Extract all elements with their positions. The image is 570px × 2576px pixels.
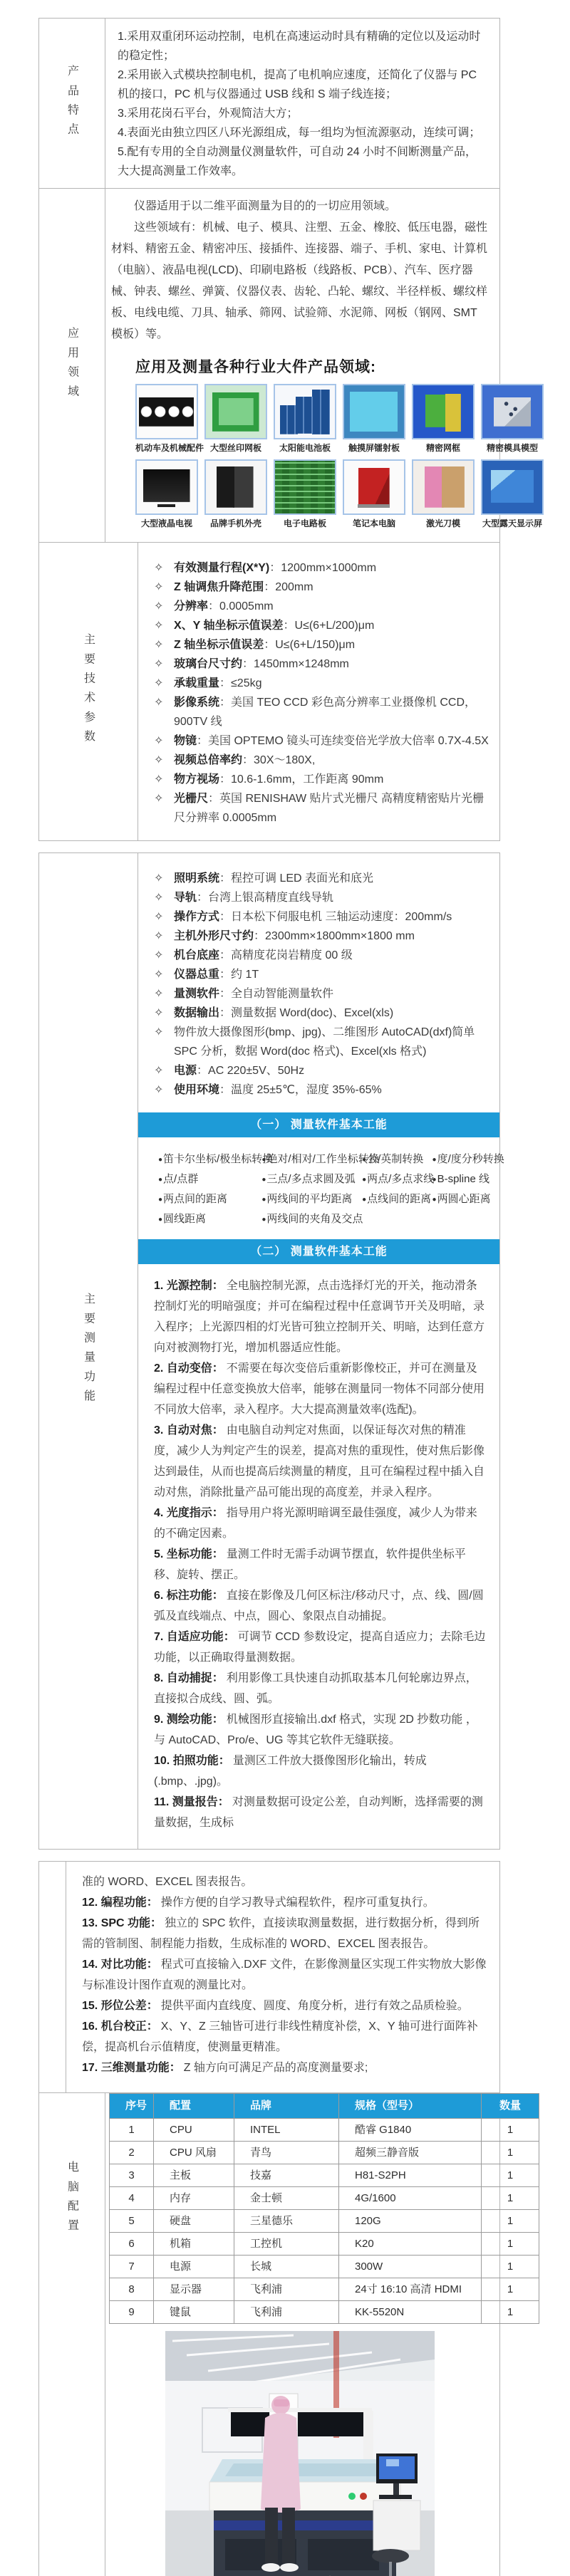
table-row <box>110 2119 539 2142</box>
config-no: 7 <box>110 2256 154 2278</box>
function-item <box>82 2016 488 2058</box>
product-image <box>412 384 475 439</box>
tech-param-key: 物方视场 <box>174 773 220 786</box>
tech-param-item <box>138 731 489 751</box>
tech-param-key: Z 轴坐标示值误差 <box>174 639 264 651</box>
config-qty: 1 <box>482 2233 539 2256</box>
tech-param-value: ：≤25kg <box>219 677 262 689</box>
computer-content <box>105 2093 521 2576</box>
config-table-header <box>110 2094 539 2119</box>
gallery-item <box>343 384 405 457</box>
tech-param-item <box>138 616 489 635</box>
function-item <box>154 1358 488 1420</box>
software-basic-item: ● 绝对/相对/工作坐标转换 <box>261 1150 362 1169</box>
config-spec: 4G/1600 <box>339 2187 482 2210</box>
function-item-title: 7. 自适应功能： <box>154 1631 235 1643</box>
tech-param-item <box>138 635 489 655</box>
software-basic-item: ● 圆线距离 <box>158 1210 261 1229</box>
software-basic-item: ● 公/英制转换 <box>362 1150 432 1169</box>
config-no: 1 <box>110 2119 154 2142</box>
function-item-text: 提供平面内直线度、圆度、角度分析，进行有效之品质检验。 <box>160 2000 469 2012</box>
gallery-item <box>412 459 475 532</box>
tech-param-value: ：测量数据 Word(doc)、Excel(xls) <box>219 1007 394 1019</box>
config-no: 4 <box>110 2187 154 2210</box>
tech-param-key: 使用环境 <box>174 1084 220 1096</box>
functions-label-cell <box>39 853 138 1849</box>
applications-paragraph-1: 仪器适用于以二维平面测量为目的的一切应用领域。 <box>134 200 397 212</box>
function-item-title: 16. 机台校正： <box>82 2020 158 2033</box>
function-item <box>154 1585 488 1627</box>
config-brand: 飞利浦 <box>234 2301 339 2324</box>
function-item-text: 量测工件时无需手动调节摆直，软件提供坐标平移、旋转、摆正。 <box>154 1548 466 1581</box>
tech-param-item <box>138 946 489 965</box>
config-brand: 工控机 <box>234 2233 339 2256</box>
config-brand: INTEL <box>234 2119 339 2142</box>
gallery-item <box>412 384 475 457</box>
tech-param-value: ：台湾上银高精度直线导轨 <box>197 892 334 904</box>
tech-params-list <box>138 543 499 840</box>
function-item-text: 指导用户将光源明暗调至最佳强度，减少人为带来的不确定因素。 <box>154 1507 477 1540</box>
function-item <box>154 1751 488 1792</box>
product-image-caption: 大型丝印网板 <box>209 443 261 453</box>
config-spec: K20 <box>339 2233 482 2256</box>
tech-param-key: 影像系统 <box>174 697 220 709</box>
function-item-text: 直接在影像及几何区标注/移动尺寸，点、线、圆/圆弧及直线端点、中点，圆心、象限点自动捕捉。 <box>154 1590 484 1622</box>
table-row <box>110 2278 539 2301</box>
config-brand: 三星德乐 <box>234 2210 339 2233</box>
applications-banner: 应用及测量各种行业大件产品领域: <box>135 359 376 375</box>
software-basic-item: ● 点线间的距离 <box>362 1190 432 1209</box>
tech-param-key: 有效测量行程(X*Y) <box>174 562 270 574</box>
tech-param-key: 光栅尺 <box>174 793 209 805</box>
software-basic-item: ● 两线间的平均距离 <box>261 1190 362 1209</box>
tech-param-item <box>138 789 489 828</box>
config-spec: H81-S2PH <box>339 2164 482 2187</box>
function-item-text: 独立的 SPC 软件，直接读取测量数据，进行数据分析，得到所需的管制图、制程能力指数，生成标准的 WORD、EXCEL 图表报告。 <box>82 1917 480 1950</box>
features-label-cell <box>39 19 105 188</box>
config-spec: 24寸 16:10 高清 HDMI <box>339 2278 482 2301</box>
gallery-item <box>204 384 267 457</box>
tech-params-continued <box>138 863 499 1112</box>
computer-label-cell <box>39 2093 105 2576</box>
block-gap <box>38 1850 500 1861</box>
tech-param-key: 玻璃台尺寸约 <box>174 658 243 670</box>
config-spec: 超频三静音版 <box>339 2142 482 2164</box>
gallery-item <box>274 459 336 532</box>
software-basic-item: ● 两线间的夹角及交点 <box>261 1210 362 1229</box>
function-item-title: 4. 光度指示： <box>154 1507 224 1519</box>
config-no: 5 <box>110 2210 154 2233</box>
function-item-text: 机械图形直接输出.dxf 格式，实现 2D 抄数功能 ，与 AutoCAD、Pro/e、UG 等其它软件无缝联接。 <box>154 1714 477 1746</box>
tech-param-value: ：U≤(6+L/200)μm <box>283 620 375 632</box>
tech-param-value: ：2300mm×1800mm×1800 mm <box>254 930 415 942</box>
spec-block-3 <box>38 1861 521 2576</box>
applications-label: 应用领域 <box>66 326 78 405</box>
function-item-text: 全电脑控制光源，点击选择灯光的开关，拖动滑条控制灯光的明暗强度；并可在编程过程中任意调节开关及明暗，录入程序；上光源四相的灯光皆可独立控制开关、明暗，达到任意方向对被测物打光，增加机器适应性能。 <box>154 1280 485 1354</box>
tech-param-value: ：美国 OPTEMO 镜头可连续变倍光学放大倍率 0.7X-4.5X <box>197 735 489 747</box>
section-tech-params <box>39 542 499 840</box>
function-item <box>154 1503 488 1544</box>
tech-param-item <box>138 1023 489 1061</box>
function-item-text: 操作方便的自学习教导式编程软件，程序可重复执行。 <box>160 1897 435 1909</box>
tech-param-item <box>138 674 489 693</box>
gallery-item <box>204 459 267 532</box>
tech-param-key: Z 轴调焦升降范围 <box>174 581 264 593</box>
config-qty: 1 <box>482 2119 539 2142</box>
table-row <box>110 2142 539 2164</box>
product-image-caption: 激光刀模 <box>425 518 460 528</box>
functions-continued-content <box>66 1862 499 2092</box>
tech-param-item <box>138 558 489 578</box>
config-item: 主板 <box>154 2164 234 2187</box>
tech-param-key: 物镜 <box>174 735 197 747</box>
product-image <box>343 459 405 515</box>
applications-label-cell <box>39 189 105 542</box>
config-header-cell: 配置 <box>154 2094 234 2119</box>
product-image-caption: 机动车及机械配件 <box>135 443 204 453</box>
config-item: 键鼠 <box>154 2301 234 2324</box>
function-item-title: 12. 编程功能： <box>82 1897 158 1909</box>
function-continuation: 准的 WORD、EXCEL 图表报告。 <box>82 1876 253 1888</box>
function-item <box>154 1276 488 1358</box>
config-header-cell: 品牌 <box>234 2094 339 2119</box>
function-item <box>82 1996 488 2016</box>
software-basic-item: ● 两圆心距离 <box>432 1190 492 1209</box>
feature-item: 2.采用嵌入式模块控制电机，提高了电机响应速度，还简化了仪器与 PC 机的接口，PC 机与仪器通过 USB 线和 S 端子线连接； <box>118 69 477 100</box>
tech-param-key: 电源 <box>174 1065 197 1077</box>
section-functions <box>39 853 504 1849</box>
computer-label: 电脑配置 <box>66 2161 78 2238</box>
function-item-title: 6. 标注功能： <box>154 1590 224 1602</box>
features-content <box>105 19 499 188</box>
config-qty: 1 <box>482 2142 539 2164</box>
config-item: 硬盘 <box>154 2210 234 2233</box>
table-row <box>110 2164 539 2187</box>
config-item: CPU 风扇 <box>154 2142 234 2164</box>
tech-param-value: ：1450mm×1248mm <box>242 658 349 670</box>
function-item-text: 量测区工件放大摄像图形化输出，转成(.bmp、.jpg)。 <box>154 1755 427 1788</box>
tech-param-value: ：英国 RENISHAW 贴片式光栅尺 高精度精密贴片光栅尺分辨率 0.0005mm <box>174 793 484 824</box>
function-item <box>82 1913 488 1954</box>
config-item: CPU <box>154 2119 234 2142</box>
config-item: 内存 <box>154 2187 234 2210</box>
tech-param-key: 导轨 <box>174 892 197 904</box>
software-basic-item: ● 度/度分秒转换 <box>432 1150 492 1169</box>
function-list <box>138 1264 499 1837</box>
product-image <box>412 459 475 515</box>
product-image-caption: 精密模具模型 <box>486 443 538 453</box>
tech-param-value: ：AC 220±5V、50Hz <box>197 1065 305 1077</box>
function-item-title: 1. 光源控制： <box>154 1280 224 1292</box>
features-label: 产品特点 <box>66 64 78 142</box>
function-item-title: 17. 三维测量功能： <box>82 2062 181 2074</box>
config-table-body <box>110 2119 539 2324</box>
function-item-title: 5. 坐标功能： <box>154 1548 224 1560</box>
spec-block-2 <box>38 852 504 1850</box>
computer-config-table <box>109 2093 539 2324</box>
function-item <box>82 1892 488 1913</box>
config-brand: 青鸟 <box>234 2142 339 2164</box>
feature-item: 1.采用双重闭环运动控制，电机在高速运动时具有精确的定位以及运动时的稳定性； <box>118 31 481 62</box>
config-spec: KK-5520N <box>339 2301 482 2324</box>
tech-params-label-cell <box>39 543 138 840</box>
product-image <box>481 384 544 439</box>
product-gallery-row-2 <box>135 459 542 532</box>
function-item <box>82 1954 488 1996</box>
tech-param-value: ：全自动智能测量软件 <box>219 988 334 1000</box>
software-basic-item: ● B-spline 线 <box>432 1170 492 1189</box>
gallery-item <box>274 384 336 457</box>
function-item-text: 利用影像工具快速自动抓取基本几何轮廓边界点，直接拟合成线、圆、弧。 <box>154 1672 477 1705</box>
gallery-item <box>135 459 198 532</box>
config-no: 8 <box>110 2278 154 2301</box>
gallery-item <box>135 384 204 457</box>
product-gallery-row-1 <box>135 384 538 457</box>
product-image-caption: 大型露天显示屏 <box>482 518 542 528</box>
config-qty: 1 <box>482 2164 539 2187</box>
software-basic-item: ● 两点/多点求线 <box>362 1170 432 1189</box>
tech-param-key: 机台底座 <box>174 949 220 961</box>
config-qty: 1 <box>482 2210 539 2233</box>
config-no: 6 <box>110 2233 154 2256</box>
function-item-title: 15. 形位公差： <box>82 2000 158 2012</box>
config-header-cell: 序号 <box>110 2094 154 2119</box>
tech-param-item <box>138 578 489 597</box>
product-image-caption: 太阳能电池板 <box>279 443 331 453</box>
applications-paragraph-2: 这些领域有：机械、电子、模具、注塑、五金、橡胶、低压电器，磁性材料、精密五金、精密冲压、接插件、连接器、端子、手机、家电、计算机（电脑）、液晶电视(LCD)、印刷电路板（线路板、PCB）、汽车、医疗器械、钟表、螺丝、弹簧、仪器仪表、齿轮、凸轮、螺纹、半径样板、螺纹样板、电线电缆、刀具、轴承、筛网、试验筛、水泥筛、网板（钢网、SMT 模板）等。 <box>111 221 488 340</box>
section-computer-config <box>39 2092 521 2576</box>
product-image-caption: 精密网框 <box>425 443 460 453</box>
function-item-text: Z 轴方向可满足产品的高度测量要求; <box>183 2062 368 2074</box>
tech-param-key: 分辨率 <box>174 600 209 612</box>
empty-label-cell <box>39 1862 66 2092</box>
tech-param-key: X、Y 轴坐标示值误差 <box>174 620 284 632</box>
feature-item: 3.采用花岗石平台，外观简洁大方； <box>118 108 299 120</box>
config-item: 电源 <box>154 2256 234 2278</box>
tech-param-value: ：10.6-1.6mm，工作距离 90mm <box>219 773 384 786</box>
software-basic-item: ● 笛卡尔坐标/极坐标转换 <box>158 1150 261 1169</box>
gallery-item <box>481 384 544 457</box>
product-image-caption: 大型液晶电视 <box>140 518 192 528</box>
tech-param-item <box>138 1003 489 1023</box>
function-item <box>82 2058 488 2078</box>
config-no: 3 <box>110 2164 154 2187</box>
functions-label: 主要测量功能 <box>82 1293 95 1409</box>
config-header-cell: 规格（型号） <box>339 2094 482 2119</box>
tech-param-key: 操作方式 <box>174 911 220 923</box>
config-brand: 飞利浦 <box>234 2278 339 2301</box>
tech-param-item <box>138 1080 489 1100</box>
product-image <box>274 459 336 515</box>
config-spec: 300W <box>339 2256 482 2278</box>
config-brand: 技嘉 <box>234 2164 339 2187</box>
config-item: 机箱 <box>154 2233 234 2256</box>
tech-param-item <box>138 770 489 789</box>
function-item-title: 13. SPC 功能： <box>82 1917 162 1929</box>
config-brand: 长城 <box>234 2256 339 2278</box>
section-functions-continued <box>39 1862 499 2092</box>
function-item-title: 8. 自动捕捉： <box>154 1672 224 1684</box>
table-row <box>110 2256 539 2278</box>
tech-param-key: 主机外形尺寸约 <box>174 930 254 942</box>
table-row <box>110 2233 539 2256</box>
config-no: 9 <box>110 2301 154 2324</box>
config-qty: 1 <box>482 2256 539 2278</box>
machine-photo-svg <box>165 2331 435 2576</box>
function-list-2 <box>66 1892 499 2082</box>
product-image <box>274 384 336 439</box>
table-row <box>110 2301 539 2324</box>
product-image-caption: 笔记本电脑 <box>352 518 395 528</box>
product-image <box>135 459 198 515</box>
software-basic-banner-1: （一） 测量软件基本工能 <box>138 1112 499 1137</box>
tech-param-key: 视频总倍率约 <box>174 754 243 766</box>
function-item <box>154 1709 488 1751</box>
software-basic-item: ● 三点/多点求圆及弧 <box>261 1170 362 1189</box>
block-gap <box>38 841 500 852</box>
product-image <box>135 384 198 439</box>
product-image <box>343 384 405 439</box>
feature-item: 5.配有专用的全自动测量仪测量软件，可自动 24 小时不间断测量产品，大大提高测量工作效率。 <box>118 146 477 177</box>
tech-param-key: 数据输出 <box>174 1007 220 1019</box>
tech-param-value: ：程控可调 LED 表面光和底光 <box>219 872 374 885</box>
config-brand: 金士顿 <box>234 2187 339 2210</box>
product-image-caption: 触摸屏镭射板 <box>348 443 400 453</box>
function-item-title: 2. 自动变倍： <box>154 1362 224 1375</box>
tech-param-value: ：0.0005mm <box>208 600 274 612</box>
tech-param-item <box>138 1061 489 1080</box>
machine-photo <box>165 2331 499 2576</box>
tech-param-item <box>138 888 489 907</box>
tech-param-item <box>138 751 489 770</box>
function-item <box>154 1668 488 1709</box>
function-item <box>154 1627 488 1668</box>
software-basic-item: ● 两点间的距离 <box>158 1190 261 1209</box>
tech-param-value: ：高精度花岗岩精度 00 级 <box>219 949 353 961</box>
function-item <box>154 1544 488 1585</box>
function-item-text: 对测量数据可设定公差，自动判断，选择需要的测量数据，生成标 <box>154 1796 483 1829</box>
function-item-text: 不需要在每次变倍后重新影像校正，并可在测量及编程过程中任意变换放大倍率，能够在测量同一物体不同部分使用不同放大倍率，录入程序。大大提高测量效率(选配)。 <box>154 1362 485 1416</box>
function-item-text: 可调节 CCD 参数设定，提高自适应力；去除毛边功能，以正确取得量测数据。 <box>154 1631 486 1664</box>
tech-param-value: 物件放大摄像图形(bmp、jpg)、二维图形 AutoCAD(dxf)简单 SPC 分析，数据 Word(doc 格式)、Excel(xls 格式) <box>174 1026 475 1058</box>
tech-param-value: ：美国 TEO CCD 彩色高分辨率工业摄像机 CCD，900TV 线 <box>174 697 477 728</box>
section-features <box>39 19 499 188</box>
config-header-cell: 数量 <box>482 2094 539 2119</box>
tech-param-value: ：1200mm×1000mm <box>269 562 377 574</box>
tech-param-value: ：约 1T <box>219 969 259 981</box>
function-item-title: 9. 测绘功能： <box>154 1714 224 1726</box>
product-image-caption: 品牌手机外壳 <box>209 518 261 528</box>
tech-param-item <box>138 927 489 946</box>
table-row <box>110 2187 539 2210</box>
tech-params-label: 主要技术参数 <box>82 633 95 750</box>
tech-param-item <box>138 869 489 888</box>
tech-param-value: ：30X～180X, <box>242 754 316 766</box>
config-item: 显示器 <box>154 2278 234 2301</box>
config-qty: 1 <box>482 2187 539 2210</box>
function-item-text: 由电脑自动判定对焦面，以保证每次对焦的精准度，减少人为判定产生的误差，提高对焦的重现性，使对焦后影像达到最佳，从而也提高后续测量的精度，且可在编程过程中插入自动对焦，消除批量产品可能出现的高度差，并录入程序。 <box>154 1424 485 1498</box>
applications-content <box>105 189 542 542</box>
config-qty: 1 <box>482 2301 539 2324</box>
function-item-text: 程式可直接输入.DXF 文件，在影像测量区实现工件实物放大影像与标准设计图作直观的测量比对。 <box>82 1959 487 1991</box>
tech-param-value: ：日本松下伺服电机 三轴运动速度：200mm/s <box>219 911 452 923</box>
table-row <box>110 2210 539 2233</box>
tech-param-item <box>138 655 489 674</box>
product-image-caption: 电子电路板 <box>283 518 326 528</box>
function-item <box>154 1792 488 1833</box>
config-qty: 1 <box>482 2278 539 2301</box>
functions-content <box>138 853 504 1849</box>
tech-param-item <box>138 693 489 731</box>
config-spec: 酷睿 G1840 <box>339 2119 482 2142</box>
gallery-item <box>343 459 405 532</box>
software-basic-item: ● 点/点群 <box>158 1170 261 1189</box>
tech-param-item <box>138 597 489 616</box>
spec-block-1 <box>38 18 542 841</box>
tech-param-key: 量测软件 <box>174 988 220 1000</box>
tech-param-value: ：200mm <box>264 581 314 593</box>
tech-param-value: ：U≤(6+L/150)μm <box>264 639 356 651</box>
software-basic-grid <box>138 1137 504 1239</box>
tech-param-key: 仪器总重 <box>174 969 220 981</box>
tech-param-key: 照明系统 <box>174 872 220 885</box>
product-image <box>481 459 544 515</box>
tech-param-item <box>138 984 489 1003</box>
tech-param-item <box>138 965 489 984</box>
tech-param-item <box>138 907 489 927</box>
function-item-text: X、Y、Z 三轴皆可进行非线性精度补偿，X、Y 轴可进行面阵补偿，提高机台示值精度，使测量更精准。 <box>82 2020 478 2053</box>
function-item-title: 10. 拍照功能： <box>154 1755 230 1767</box>
feature-item: 4.表面光由独立四区八环光源组成，每一组均为恒流源驱动，连续可调； <box>118 127 481 139</box>
product-image <box>204 459 267 515</box>
function-item-title: 3. 自动对焦： <box>154 1424 224 1436</box>
tech-param-key: 承载重量 <box>174 677 220 689</box>
function-item-title: 11. 测量报告： <box>154 1796 229 1808</box>
product-image <box>204 384 267 439</box>
config-spec: 120G <box>339 2210 482 2233</box>
function-item-title: 14. 对比功能： <box>82 1959 158 1971</box>
section-applications <box>39 188 542 542</box>
function-item <box>154 1420 488 1503</box>
software-basic-banner-2: （二） 测量软件基本工能 <box>138 1239 499 1264</box>
tech-param-value: ：温度 25±5℃，湿度 35%-65% <box>219 1084 382 1096</box>
config-no: 2 <box>110 2142 154 2164</box>
gallery-item <box>481 459 544 532</box>
